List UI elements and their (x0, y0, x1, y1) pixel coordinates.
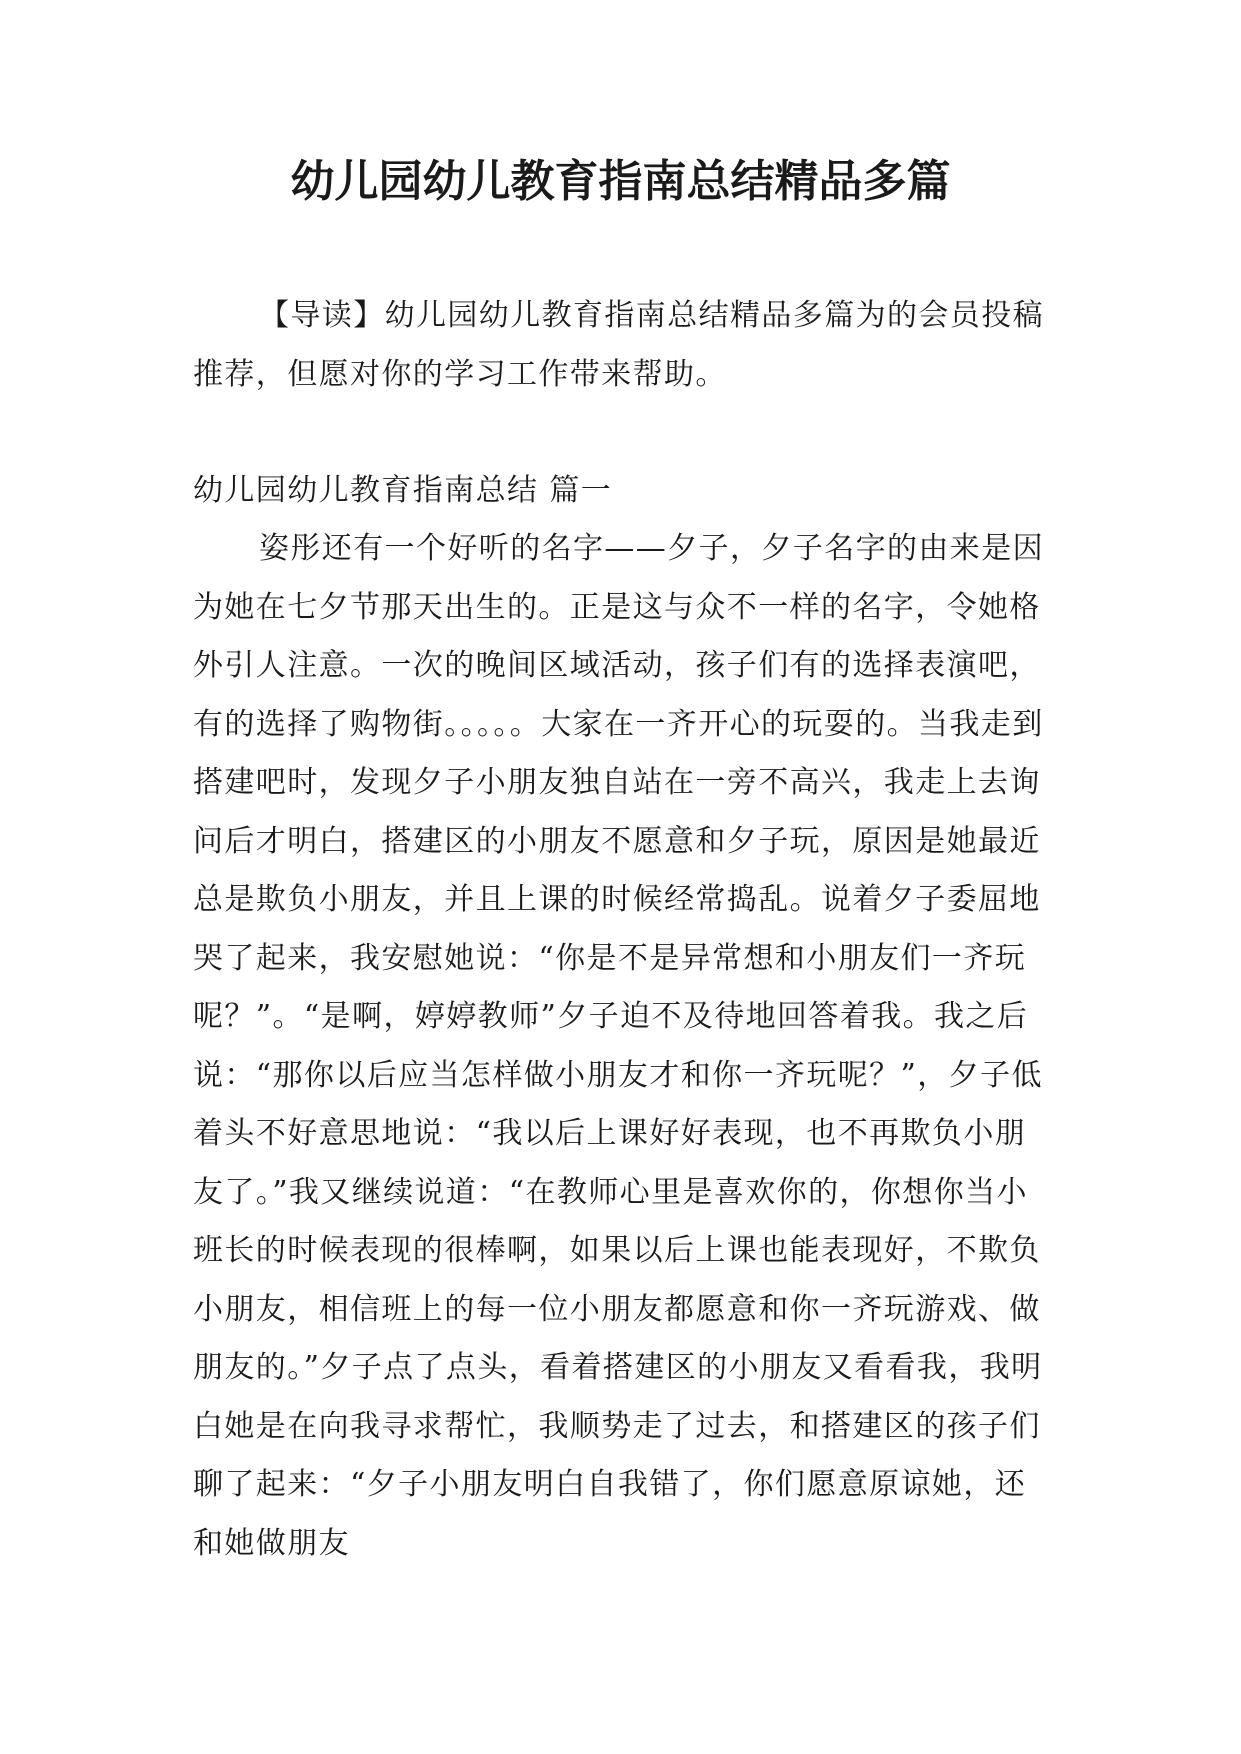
lead-paragraph: 【导读】幼儿园幼儿教育指南总结精品多篇为的会员投稿推荐，但愿对你的学习工作带来帮助。 (193, 298, 1044, 392)
document-title: 幼儿园幼儿教育指南总结精品多篇 (290, 156, 951, 207)
section-heading: 幼儿园幼儿教育指南总结 篇一 (193, 473, 613, 508)
section-body: 姿彤还有一个好听的名字——夕子，夕子名字的由来是因为她在七夕节那天出生的。正是这与众不一样的名字，令她格外引人注意。一次的晚间区域活动，孩子们有的选择表演吧，有的选择了购物街。。。。。大家在一齐开心的玩耍的。当我走到搭建吧时，发现夕子小朋友独自站在一旁不高兴，我走上去询问后才明白，搭建区的小朋友不愿意和夕子玩，原因是她最近总是欺负小朋友，并且上课的时候经常捣乱。说着夕子委屈地哭了起来，我安慰她说：“你是不是异常想和小朋友们一齐玩呢？”。“是啊，婷婷教师”夕子迫不及待地回答着我。我之后说：“那你以后应当怎样做小朋友才和你一齐玩呢？”，夕子低着头不好意思地说：“我以后上课好好表现，也不再欺负小朋友了。”我又继续说道：“在教师心里是喜欢你的，你想你当小班长的时候表现的很棒啊，如果以后上课也能表现好，不欺负小朋友，相信班上的每一位小朋友都愿意和你一齐玩游戏、做朋友的。”夕子点了点头，看着搭建区的小朋友又看看我，我明白她是在向我寻求帮忙，我顺势走了过去，和搭建区的孩子们聊了起来：“夕子小朋友明白自我错了，你们愿意原谅她，还和她做朋友 (193, 531, 1044, 1561)
